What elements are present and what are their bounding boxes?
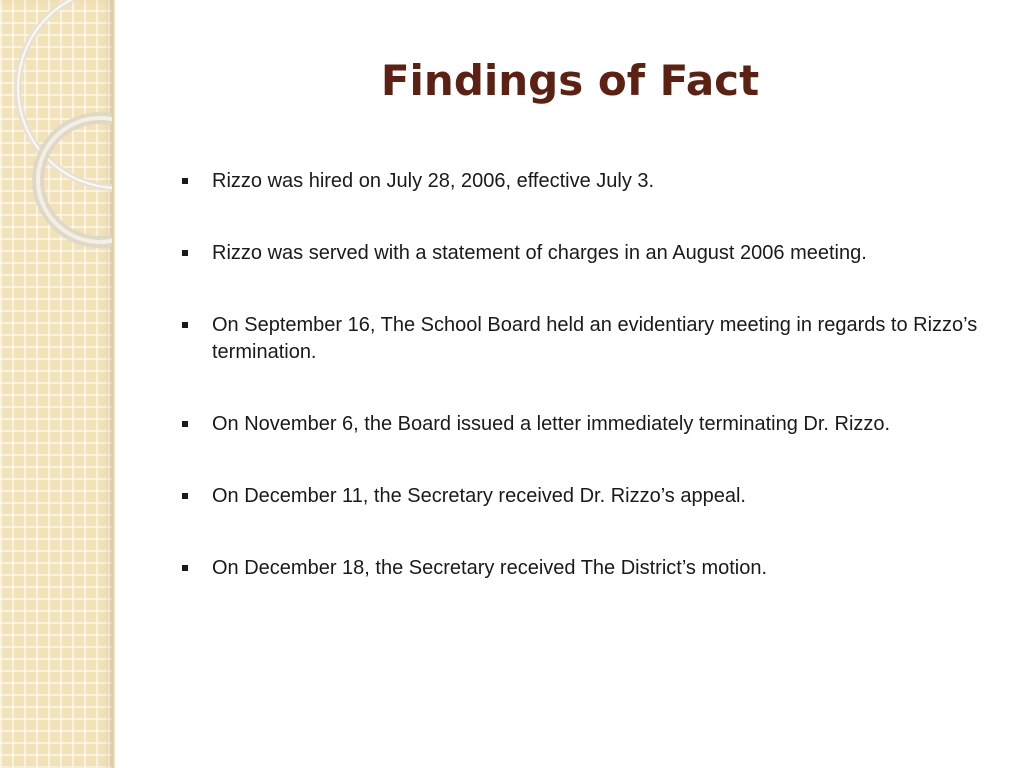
bullet-item: [180, 240, 980, 267]
bullet-text: On September 16, The School Board held an evidentiary meeting in regards to Rizzo’s termination.: [212, 314, 978, 363]
bullet-item: [180, 168, 980, 195]
side-panel-edge: [112, 0, 115, 768]
bullet-item: [180, 555, 980, 582]
square-bullet-icon: [182, 493, 188, 499]
square-bullet-icon: [182, 250, 188, 256]
bullet-list: [180, 168, 980, 627]
bullet-text: On November 6, the Board issued a letter immediately terminating Dr. Rizzo.: [212, 413, 891, 435]
decorative-side-panel: [0, 0, 112, 768]
square-bullet-icon: [182, 322, 188, 328]
square-bullet-icon: [182, 565, 188, 571]
square-bullet-icon: [182, 178, 188, 184]
bullet-text: Rizzo was hired on July 28, 2006, effective July 3.: [212, 170, 655, 192]
square-bullet-icon: [182, 421, 188, 427]
decorative-circles-icon: [0, 0, 112, 260]
bullet-item: [180, 483, 980, 510]
bullet-text: Rizzo was served with a statement of charges in an August 2006 meeting.: [212, 242, 867, 264]
bullet-text: On December 11, the Secretary received Dr. Rizzo’s appeal.: [212, 485, 746, 507]
bullet-text: On December 18, the Secretary received The District’s motion.: [212, 557, 768, 579]
bullet-item: [180, 411, 980, 438]
slide-title: Findings of Fact: [380, 56, 760, 105]
bullet-item: [180, 312, 980, 366]
